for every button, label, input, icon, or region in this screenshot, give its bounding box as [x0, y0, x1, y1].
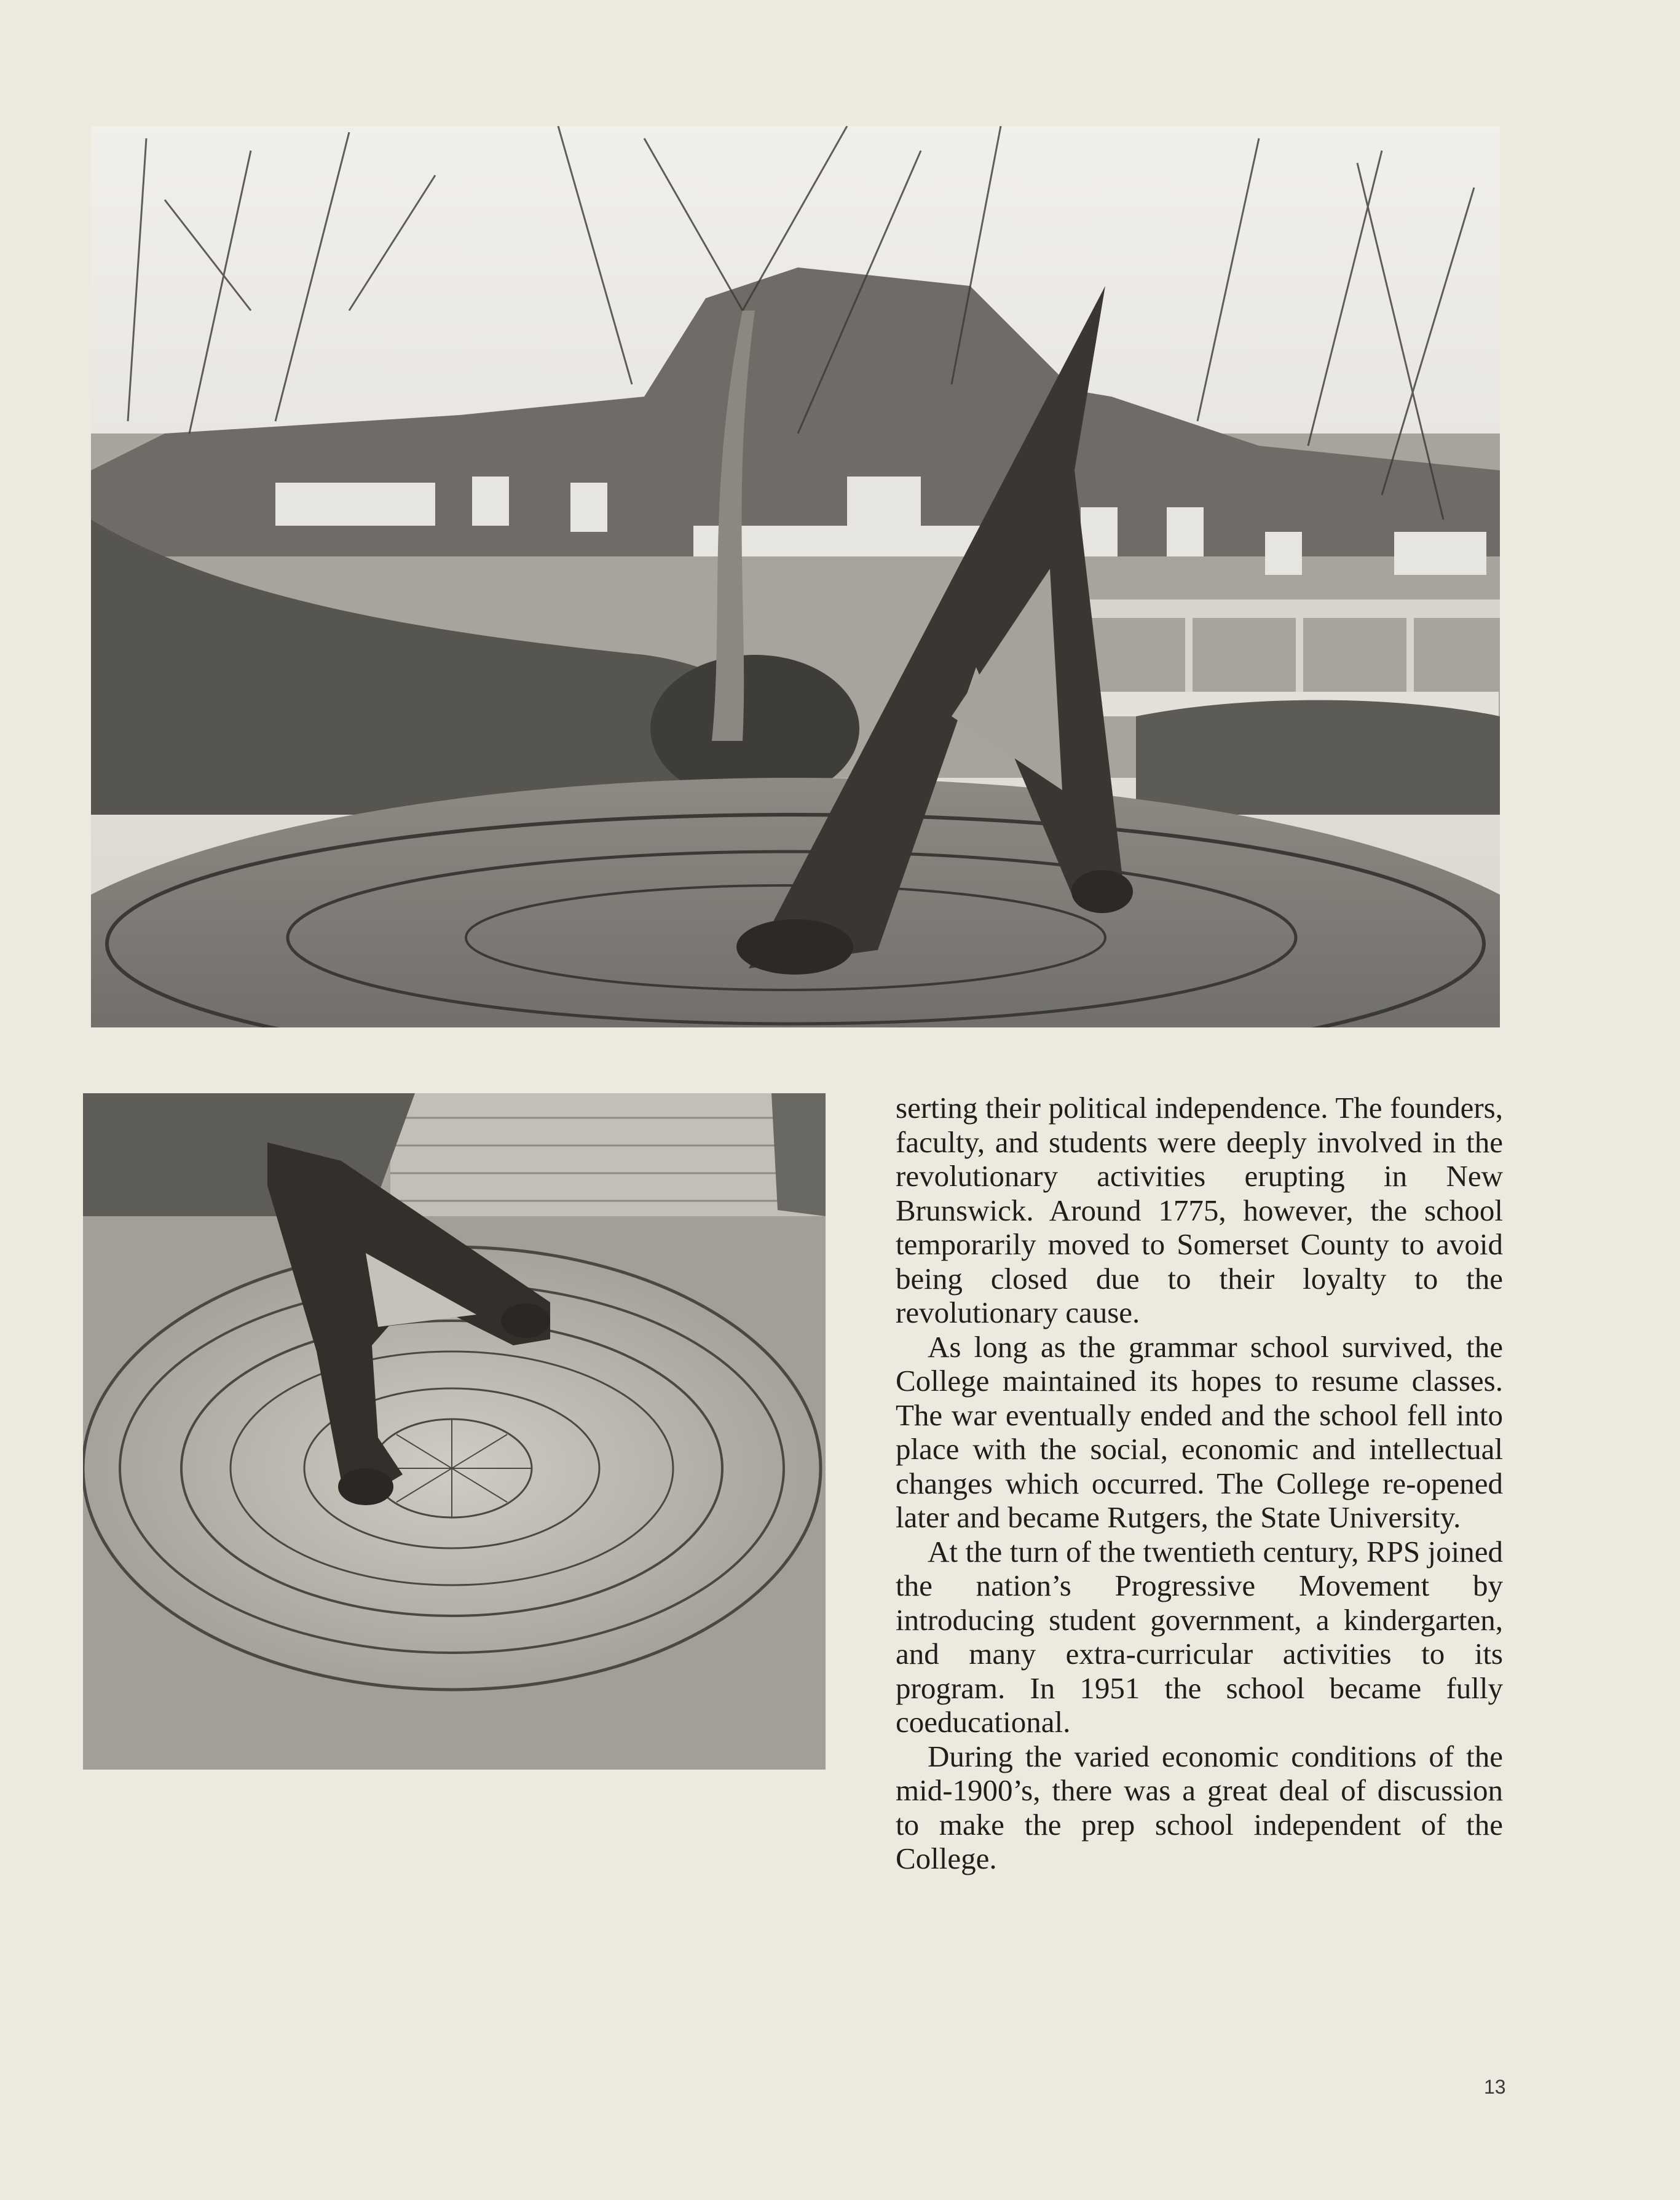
- sundial-in-front-of-building-icon: [91, 126, 1500, 1027]
- body-text: [896, 1091, 1503, 1876]
- paragraph-3: At the turn of the twentieth century, RPS joined the nation’s Progressive Movement by introducing student government, a kindergarten, and many extra-curricular activities to its program. In 1951 the school became fully coeducational.: [896, 1534, 1503, 1739]
- sundial-building-photo: [91, 126, 1500, 1027]
- paragraph-1: serting their political independence. The founders, faculty, and students were deeply involved in the revolutionary activities erupting in New Brunswick. Around 1775, however, the school temporarily moved to Somerset County to avoid being closed due to their loyalty to the revolutionary cause.: [896, 1091, 1503, 1329]
- sundial-closeup-photo: [83, 1093, 826, 1770]
- sundial-closeup-icon: [83, 1093, 826, 1770]
- paragraph-4: During the varied economic conditions of the mid-1900’s, there was a great deal of discussion to make the prep school independent of the College.: [896, 1739, 1503, 1875]
- page-number: 13: [1484, 2076, 1506, 2098]
- paragraph-2: As long as the grammar school survived, the College maintained its hopes to resume classes. The war eventually ended and the school fell into place with the social, economic and intellectual changes which occurred. The College re-opened later and became Rutgers, the State University.: [896, 1329, 1503, 1534]
